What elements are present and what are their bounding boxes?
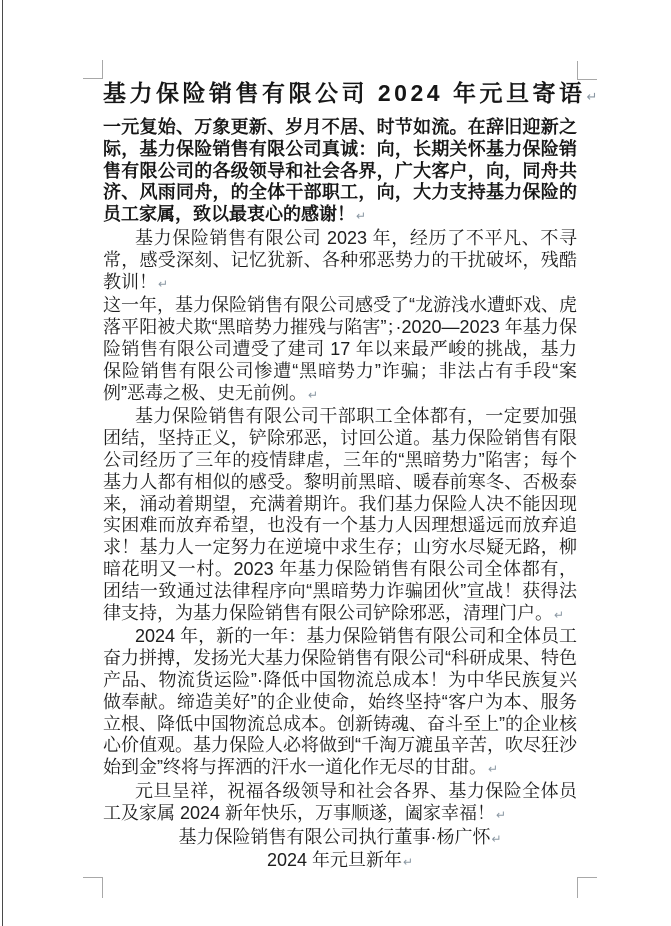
paragraph-mark-icon: ↵	[491, 831, 502, 846]
paragraph-text: 基力保险销售有限公司干部职工全体都有，一定要加强团结，坚持正义，铲除邪恶，讨回公道。基力保险销售有限公司经历了三年的疫情肆虐，三年的“黑暗势力”陷害；每个基力人都有相似的感受。黎明前黑暗、暖春前寒冬、否极泰来，涌动着期望，充满着期许。我们基力保险人决不能因现实困难而放弃希望，也没有一个基力人因理想遥远而放弃追求！基力人一定努力在逆境中求生存；山穷水尽疑无路，柳暗花明又一村。2023 年基力保险销售有限公司全体都有，团结一致通过法律程序向“黑暗势力诈骗团伙”宣战！获得法律支持，为基力保险销售有限公司铲除邪恶，清理门户。	[103, 406, 577, 623]
margin-crop-mark-top-right-icon	[577, 61, 597, 80]
paragraph-mark-icon: ↵	[402, 855, 414, 870]
paragraph[interactable]	[103, 827, 577, 851]
document-text-area[interactable]	[103, 78, 598, 874]
paragraph-mark-icon: ↵	[308, 387, 319, 402]
paragraph[interactable]	[103, 626, 577, 781]
document-title	[103, 78, 598, 112]
paragraph-text: 基力保险销售有限公司 2023 年，经历了不平凡、不寻常，感受深刻、记忆犹新、各种邪恶势力的干扰破坏，残酷教训！	[103, 227, 577, 292]
paragraph-text: 2024 年元旦新年	[266, 850, 402, 871]
paragraph[interactable]	[103, 117, 577, 228]
page-edge-line	[2, 0, 3, 926]
paragraph-mark-icon: ↵	[356, 209, 367, 224]
paragraph[interactable]	[103, 406, 577, 626]
paragraph-mark-icon: ↵	[554, 607, 565, 622]
paragraph-text: 元旦呈祥，祝福各级领导和社会各界、基力保险全体员工及家属 2024 新年快乐，万事顺遂，阖家幸福！	[103, 780, 577, 823]
paragraph-mark-icon: ↵	[586, 89, 598, 104]
paragraph-text: 一元复始、万象更新、岁月不居、时节如流。在辞旧迎新之际，基力保险销售有限公司真诚：向，长期关怀基力保险销售有限公司的各级领导和社会各界，广大客户，向，同舟共济、风雨同舟，的全体干部职工，向，大力支持基力保险的员工家属，致以最衷心的感谢！	[103, 117, 577, 225]
paragraph-mark-icon: ↵	[158, 276, 169, 291]
document-title-text: 基力保险销售有限公司 2024 年元旦寄语	[103, 80, 586, 106]
document-body	[103, 117, 577, 874]
margin-crop-mark-top-left-icon	[83, 60, 103, 79]
paragraph[interactable]	[103, 781, 577, 827]
paragraph-mark-icon: ↵	[488, 762, 499, 777]
paragraph-text: 基力保险销售有限公司执行董事·杨广怀	[178, 826, 491, 847]
paragraph-text: 这一年，基力保险销售有限公司感受了“龙游浅水遭虾戏、虎落平阳被犬欺“黑暗势力摧残与陷害”；·2020—2023 年基力保险销售有限公司遭受了建司 17 年以来最严峻的挑战，基力保险销售有限公司惨遭“黑暗势力”诈骗；非法占有手段“案例”恶毒之极、史无前例。	[103, 295, 577, 403]
paragraph-text: 2024 年，新的一年：基力保险销售有限公司和全体员工奋力拼搏，发扬光大基力保险销售有限公司“科研成果、特色产品、物流货运险”·降低中国物流总成本！为中华民族复兴做奉献。缔造美好”的企业使命，始终坚持“客户为本、服务立根、降低中国物流总成本。创新铸魂、奋斗至上”的企业核心价值观。基力保险人必将做到“千淘万漉虽辛苦，吹尽狂沙始到金”终将与挥洒的汗水一道化作无尽的甘甜。	[103, 626, 577, 778]
paragraph-mark-icon: ↵	[496, 807, 507, 822]
paragraph[interactable]	[103, 295, 577, 406]
paragraph[interactable]	[103, 228, 577, 295]
paragraph[interactable]	[103, 850, 577, 874]
margin-crop-mark-bottom-left-icon	[83, 877, 103, 898]
margin-crop-mark-bottom-right-icon	[577, 877, 597, 898]
